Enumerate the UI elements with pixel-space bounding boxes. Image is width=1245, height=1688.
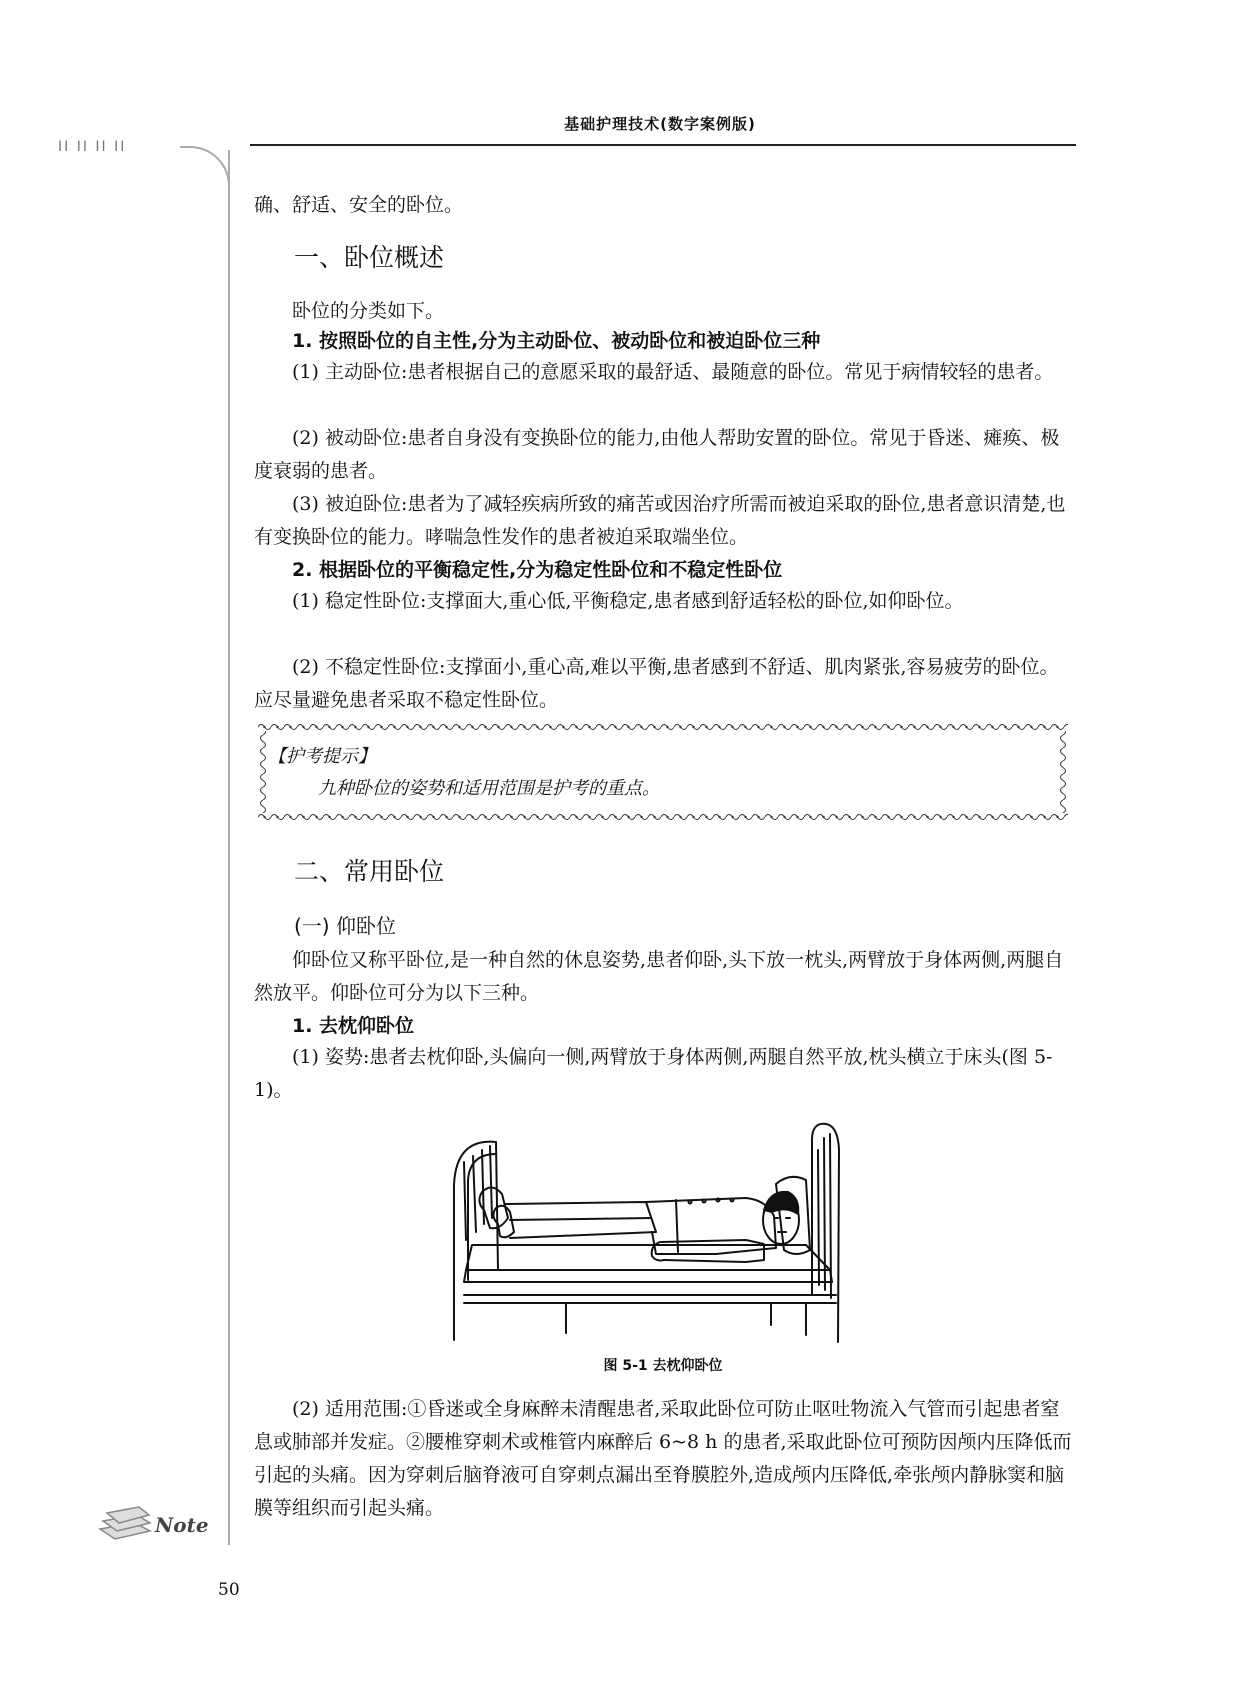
margin-tick-marks: II II II II xyxy=(58,139,127,155)
tip-text: 九种卧位的姿势和适用范围是护考的重点。 xyxy=(318,778,660,799)
type1-title: 1. 去枕仰卧位 xyxy=(292,1015,415,1037)
book-stack-icon xyxy=(95,1501,155,1541)
note-logo xyxy=(95,1501,209,1551)
cat1-item2: (2) 被动卧位:患者自身没有变换卧位的能力,由他人帮助安置的卧位。常见于昏迷、瘫痪、极度衰弱的患者。 xyxy=(254,427,1060,482)
cat1-item1: (1) 主动卧位:患者根据自己的意愿采取的最舒适、最随意的卧位。常见于病情较轻的患者。 xyxy=(292,361,1054,383)
running-header: 基础护理技术(数字案例版) xyxy=(564,115,756,133)
cat2-item2: (2) 不稳定性卧位:支撑面小,重心高,难以平衡,患者感到不舒适、肌肉紧张,容易疲劳的卧位。应尽量避免患者采取不稳定性卧位。 xyxy=(254,656,1059,711)
cat2-item1: (1) 稳定性卧位:支撑面大,重心低,平衡稳定,患者感到舒适轻松的卧位,如仰卧位。 xyxy=(292,590,964,612)
type1-posture: (1) 姿势:患者去枕仰卧,头偏向一侧,两臂放于身体两侧,两腿自然平放,枕头横立于床头(图 5-1)。 xyxy=(254,1046,1053,1101)
margin-line xyxy=(228,150,230,1545)
header-rule xyxy=(250,144,1076,146)
bed-illustration xyxy=(446,1120,880,1344)
section2-title: 二、常用卧位 xyxy=(294,857,445,886)
section1-intro: 卧位的分类如下。 xyxy=(292,300,445,322)
section1-title: 一、卧位概述 xyxy=(294,243,445,272)
cat1-item3: (3) 被迫卧位:患者为了减轻疾病所致的痛苦或因治疗所需而被迫采取的卧位,患者意识清楚,也有变换卧位的能力。哮喘急性发作的患者被迫采取端坐位。 xyxy=(254,493,1066,548)
page-number: 50 xyxy=(218,1580,240,1600)
cat1-title: 1. 按照卧位的自主性,分为主动卧位、被动卧位和被迫卧位三种 xyxy=(292,330,821,352)
note-label: Note xyxy=(155,1513,209,1537)
exam-tip-box xyxy=(258,722,1068,822)
subsection1-title: (一) 仰卧位 xyxy=(294,914,396,938)
figure-caption: 图 5-1 去枕仰卧位 xyxy=(603,1358,723,1374)
continued-paragraph: 确、舒适、安全的卧位。 xyxy=(254,194,464,216)
cat2-title: 2. 根据卧位的平衡稳定性,分为稳定性卧位和不稳定性卧位 xyxy=(292,559,783,581)
figure-supine-no-pillow xyxy=(446,1120,880,1344)
sub1-intro: 仰卧位又称平卧位,是一种自然的休息姿势,患者仰卧,头下放一枕头,两臂放于身体两侧,两腿自然放平。仰卧位可分为以下三种。 xyxy=(254,949,1064,1004)
tip-box-border xyxy=(258,722,1068,822)
type1-scope: (2) 适用范围:①昏迷或全身麻醉未清醒患者,采取此卧位可防止呕吐物流入气管而引起患者窒息或肺部并发症。②腰椎穿刺术或椎管内麻醉后 6~8 h 的患者,采取此卧位可预防因颅内压降低而引起的头痛。因为穿刺后脑脊液可自穿刺点漏出至脊膜腔外,造成颅内压降低,牵张颅内静脉窦和脑膜等组织而引起头痛。 xyxy=(254,1398,1072,1519)
margin-curve xyxy=(180,146,230,186)
tip-title: 【护考提示】 xyxy=(268,746,376,767)
